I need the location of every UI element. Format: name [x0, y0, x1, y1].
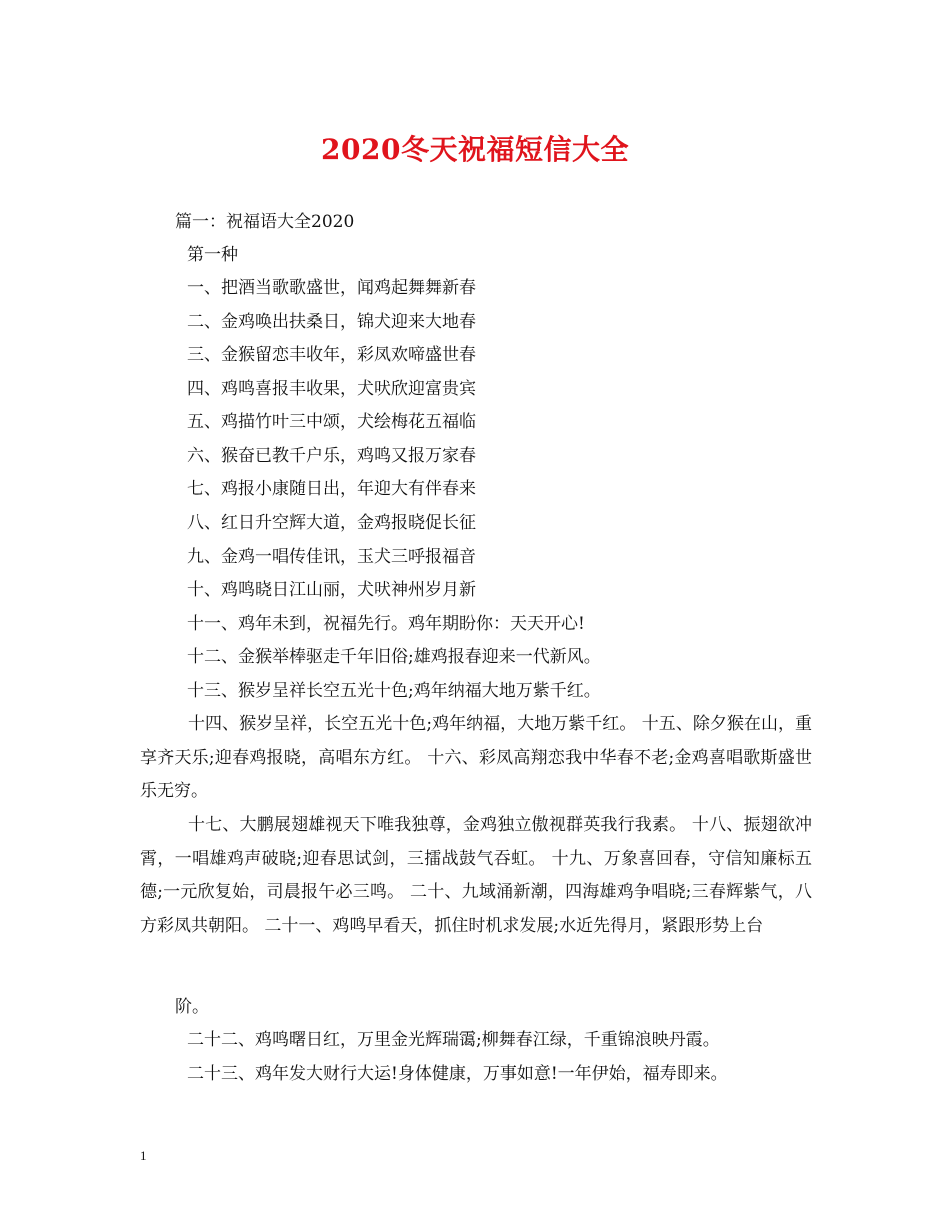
list-item: 九、金鸡一唱传佳讯，玉犬三呼报福音: [187, 547, 476, 567]
list-item: 二、金鸡唤出扶桑日，锦犬迎来大地春: [187, 312, 476, 332]
subheading: 第一种: [187, 245, 238, 265]
list-item: 六、猴奋已教千户乐，鸡鸣又报万家春: [187, 446, 476, 466]
paragraph: 十七、大鹏展翅雄视天下唯我独尊，金鸡独立傲视群英我行我素。 十八、振翅欲冲霄，一唱雄鸡声破晓;迎春思试剑，三擂战鼓气吞虹。 十九、万象喜回春，守信知廉标五德;一元欣复始，司晨报午必三鸣。 二十、九域涌新潮，四海雄鸡争唱晓;三春辉紫气，八方彩凤共朝阳。 二十一、鸡鸣早看天，抓住时机求发展;水近先得月，紧跟形势上台: [140, 815, 812, 936]
list-item: 五、鸡描竹叶三中颂，犬绘梅花五福临: [187, 412, 476, 432]
list-item: 四、鸡鸣喜报丰收果，犬吠欣迎富贵宾: [187, 379, 476, 399]
section-heading: 篇一：祝福语大全2020: [175, 212, 355, 232]
list-item: 一、把酒当歌歌盛世，闻鸡起舞舞新春: [187, 278, 476, 298]
list-item: 八、红日升空辉大道，金鸡报晓促长征: [187, 513, 476, 533]
list-item: 三、金猴留恋丰收年，彩凤欢啼盛世春: [187, 345, 476, 365]
list-item: 十一、鸡年未到，祝福先行。鸡年期盼你：天天开心!: [187, 614, 585, 634]
continuation-text: 阶。: [175, 997, 209, 1017]
paragraph: 十四、猴岁呈祥，长空五光十色;鸡年纳福，大地万紫千红。 十五、除夕猴在山，重享齐天乐;迎春鸡报晓，高唱东方红。 十六、彩凤高翔恋我中华春不老;金鸡喜唱歌斯盛世乐无穷。: [140, 714, 812, 802]
list-item: 二十三、鸡年发大财行大运!身体健康，万事如意!一年伊始，福寿即来。: [187, 1064, 728, 1084]
page-number: 1: [140, 1148, 147, 1163]
list-item: 十二、金猴举棒驱走千年旧俗;雄鸡报春迎来一代新风。: [187, 647, 601, 667]
list-item: 十三、猴岁呈祥长空五光十色;鸡年纳福大地万紫千红。: [187, 681, 601, 701]
list-item: 二十二、鸡鸣曙日红，万里金光辉瑞霭;柳舞春江绿，千重锦浪映丹霞。: [187, 1030, 720, 1050]
list-item: 十、鸡鸣晓日江山丽，犬吠神州岁月新: [187, 580, 476, 600]
list-item: 七、鸡报小康随日出，年迎大有伴春来: [187, 479, 476, 499]
document-title: 2020冬天祝福短信大全: [321, 133, 629, 166]
